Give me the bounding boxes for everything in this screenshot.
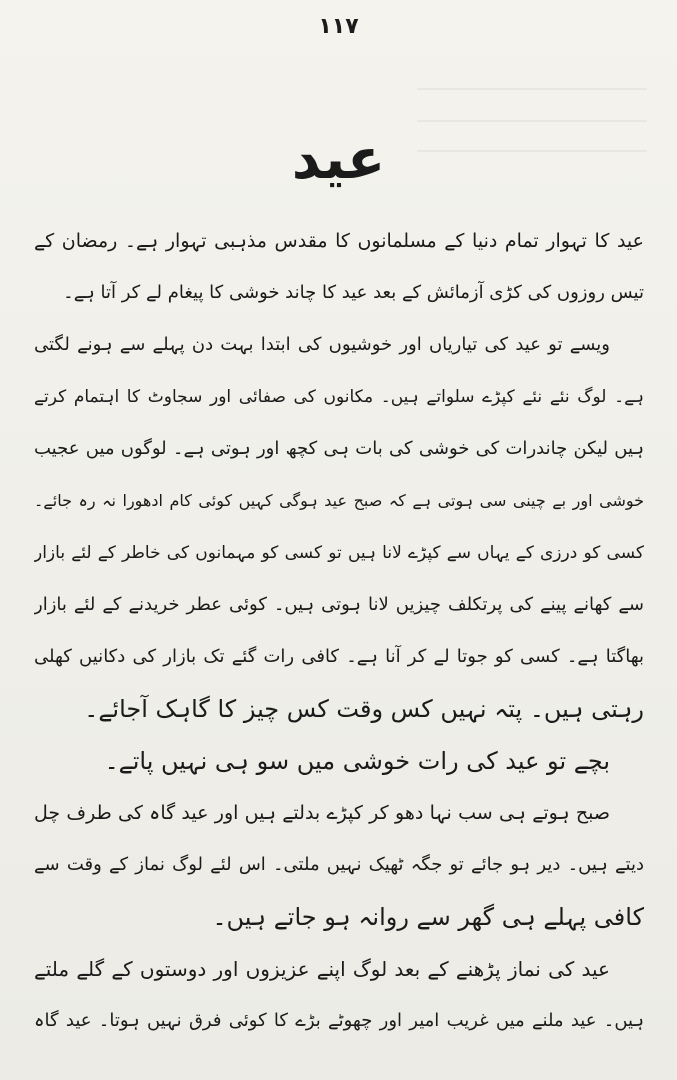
page-number: ۱۱۷: [318, 14, 359, 39]
text-line: تیس روزوں کی کڑی آزمائش کے بعد عید کا چاند خوشی کا پیغام لے کر آتا ہے۔: [63, 282, 644, 303]
text-line: بھاگتا ہے۔ کسی کو جوتا لے کر آنا ہے۔ کافی رات گئے تک بازار کی دکانیں کھلی: [34, 646, 644, 667]
text-line: صبح ہوتے ہی سب نہا دھو کر کپڑے بدلتے ہیں اور عید گاہ کی طرف چل: [34, 802, 610, 824]
text-line: کافی پہلے ہی گھر سے روانہ ہو جاتے ہیں۔: [212, 903, 644, 931]
text-line: ہیں۔ عید ملنے میں غریب امیر اور چھوٹے بڑے کا کوئی فرق نہیں ہوتا۔ عید گاہ: [34, 1010, 644, 1031]
text-line: کسی کو درزی کے یہاں سے کپڑے لانا ہیں تو کسی کو مہمانوں کی خاطر کے لئے بازار: [34, 543, 644, 563]
text-line: عید کی نماز پڑھنے کے بعد لوگ اپنے عزیزوں اور دوستوں کے گلے ملتے: [34, 957, 610, 981]
bleed-through-line: [417, 120, 647, 122]
text-line: ہیں لیکن چاندرات کی خوشی کی بات ہی کچھ اور ہوتی ہے۔ لوگوں میں عجیب: [34, 438, 644, 459]
text-line: سے کھانے پینے کی پرتکلف چیزیں لانا ہوتی ہیں۔ کوئی عطر خریدنے کے لئے بازار: [34, 594, 644, 615]
text-line: ہے۔ لوگ نئے نئے کپڑے سلواتے ہیں۔ مکانوں کی صفائی اور سجاوٹ کا اہتمام کرتے: [34, 387, 644, 407]
text-line: عید کا تہوار تمام دنیا کے مسلمانوں کا مقدس مذہبی تہوار ہے۔ رمضان کے: [34, 230, 644, 252]
text-line: خوشی اور بے چینی سی ہوتی ہے کہ صبح عید ہوگی کہیں کوئی کام ادھورا نہ رہ جائے۔: [34, 491, 644, 510]
text-line: بچے تو عید کی رات خوشی میں سو ہی نہیں پاتے۔: [104, 747, 610, 775]
chapter-title: عید: [291, 127, 386, 192]
text-line: رہتی ہیں۔ پتہ نہیں کس وقت کس چیز کا گاہک آجائے۔: [84, 695, 644, 723]
bleed-through-line: [417, 88, 647, 90]
body-text: [34, 215, 644, 1047]
text-line: دیتے ہیں۔ دیر ہو جائے تو جگہ ٹھیک نہیں ملتی۔ اس لئے لوگ نماز کے وقت سے: [34, 854, 644, 875]
text-line: ویسے تو عید کی تیاریاں اور خوشیوں کی ابتدا بہت دن پہلے سے ہونے لگتی: [34, 334, 610, 355]
